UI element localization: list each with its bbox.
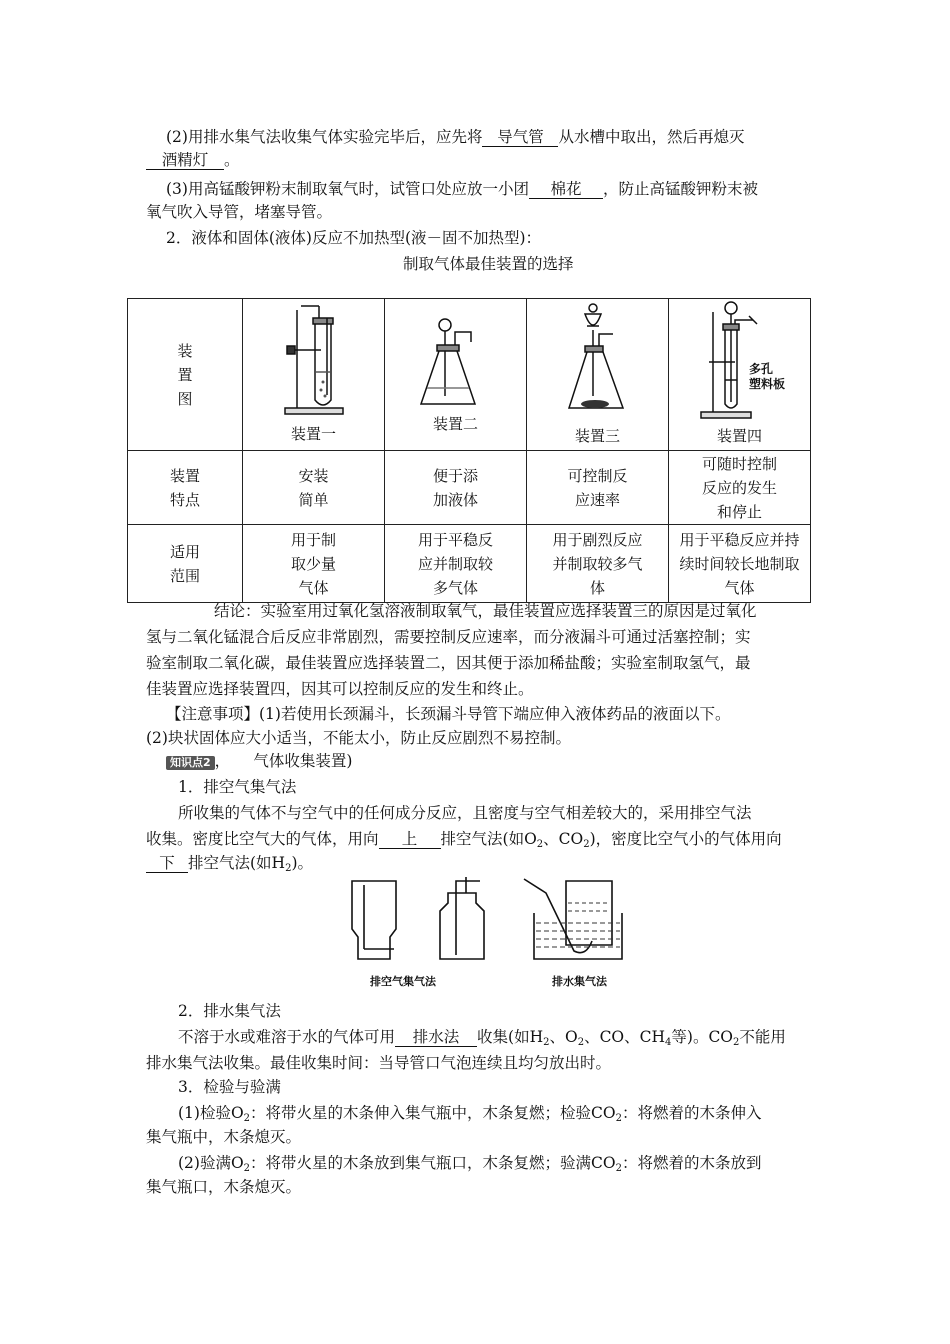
- feature-2: 便于添 加液体: [385, 451, 527, 525]
- knowledge-point-badge: 知识点2: [166, 756, 215, 770]
- s2-line-1: 不溶于水或难溶于水的气体可用 排水法 收集(如$H_2$、$O_2$、CO、$CH_4$等)。$CO_2$不能用: [178, 1028, 786, 1048]
- knowledge-point-title: ， 气体收集装置): [214, 752, 353, 770]
- paragraph-3-cont: 氧气吹入导管，堵塞导管。: [146, 203, 333, 221]
- device-2-cell: [385, 299, 527, 451]
- device-3-label: 装置三: [574, 426, 620, 445]
- feature-3: 可控制反 应速率: [527, 451, 669, 525]
- knowledge-point-2: [166, 750, 352, 772]
- section-2-heading: 2．液体和固体(液体)反应不加热型(液－固不加热型)：: [166, 229, 542, 247]
- s3-line-3: (2)验满$O_2$：将带火星的木条放到集气瓶口，木条复燃；验满$CO_2$：将燃着的木条放到: [178, 1154, 762, 1174]
- s1-line-1: 所收集的气体不与空气中的任何成分反应，且密度与空气相差较大的，采用排空气法: [178, 804, 752, 822]
- gas-collection-figure: [340, 873, 640, 993]
- feature-1: 安装 简单: [243, 451, 385, 525]
- answer-blank-2: 酒精灯: [146, 151, 224, 170]
- s1-heading: 1．排空气集气法: [178, 778, 297, 796]
- s2-line-2: 排水集气法收集。最佳收集时间：当导管口气泡连续且均匀放出时。: [146, 1054, 612, 1072]
- table-title: 制取气体最佳装置的选择: [403, 255, 574, 273]
- s2-heading: 2．排水集气法: [178, 1002, 281, 1020]
- row-header-device: 装 置 图: [128, 299, 243, 451]
- gas-collection-diagram: [340, 873, 640, 973]
- answer-blank-1: 导气管: [482, 128, 558, 147]
- device-4-cell: [669, 299, 811, 451]
- answer-blank-3: 棉花: [529, 180, 603, 199]
- paragraph-2-cont: 酒精灯 。: [146, 149, 240, 171]
- row-header-features: 装置 特点: [128, 451, 243, 525]
- notes-line-1: 【注意事项】(1)若使用长颈漏斗，长颈漏斗导管下端应伸入液体药品的液面以下。: [166, 705, 731, 723]
- paragraph-2: (2)用排水集气法收集气体实验完毕后，应先将 导气管 从水槽中取出，然后再熄灭: [166, 128, 745, 146]
- conclusion-line-4: 佳装置应选择装置四，因其可以控制反应的发生和终止。: [146, 680, 534, 698]
- row-header-scope: 适用 范围: [128, 525, 243, 603]
- perforated-plate-label: 多孔 塑料板: [749, 361, 786, 391]
- device-4-label: 装置四: [716, 426, 762, 445]
- answer-blank-down: 下: [146, 854, 188, 873]
- feature-4: 可随时控制 反应的发生 和停止: [669, 451, 811, 525]
- device-1-label: 装置一: [290, 424, 336, 443]
- s1-line-2: 收集。密度比空气大的气体，用向 上 排空气法(如$O_2$、$CO_2$)，密度比空气小的气体用向: [146, 830, 782, 850]
- conclusion-line-2: 氢与二氧化锰混合后反应非常剧烈，需要控制反应速率，而分液漏斗可通过活塞控制；实: [146, 628, 751, 646]
- caption-air-method: 排空气集气法: [370, 975, 436, 988]
- s3-line-4: 集气瓶口，木条熄灭。: [146, 1178, 302, 1196]
- s1-line-3: 下 排空气法(如$H_2$)。: [146, 852, 313, 880]
- s3-line-2: 集气瓶中，木条熄灭。: [146, 1128, 302, 1146]
- scope-2: 用于平稳反 应并制取较 多气体: [385, 525, 527, 603]
- s3-heading: 3．检验与验满: [178, 1078, 281, 1096]
- scope-1: 用于制 取少量 气体: [243, 525, 385, 603]
- device-2-label: 装置二: [432, 414, 478, 433]
- scope-4: 用于平稳反应并持 续时间较长地制取 气体: [669, 525, 811, 603]
- notes-line-2: (2)块状固体应大小适当，不能太小，防止反应剧烈不易控制。: [146, 729, 571, 747]
- answer-blank-water: 排水法: [395, 1028, 477, 1047]
- s3-line-1: (1)检验$O_2$：将带火星的木条伸入集气瓶中，木条复燃；检验$CO_2$：将燃着的木条伸入: [178, 1104, 762, 1124]
- scope-3: 用于剧烈反应 并制取较多气 体: [527, 525, 669, 603]
- device-3-cell: [527, 299, 669, 451]
- device-table: [127, 298, 811, 603]
- device-1-cell: [243, 299, 385, 451]
- caption-water-method: 排水集气法: [552, 975, 607, 988]
- conclusion-line-1: 结论：实验室用过氧化氢溶液制取氧气，最佳装置应选择装置三的原因是过氧化: [214, 602, 757, 620]
- paragraph-3: (3)用高锰酸钾粉末制取氧气时，试管口处应放一小团 棉花 ，防止高锰酸钾粉末被: [166, 180, 758, 198]
- conclusion-line-3: 验室制取二氧化碳，最佳装置应选择装置二，因其便于添加稀盐酸；实验室制取氢气，最: [146, 654, 751, 672]
- answer-blank-up: 上: [379, 830, 441, 849]
